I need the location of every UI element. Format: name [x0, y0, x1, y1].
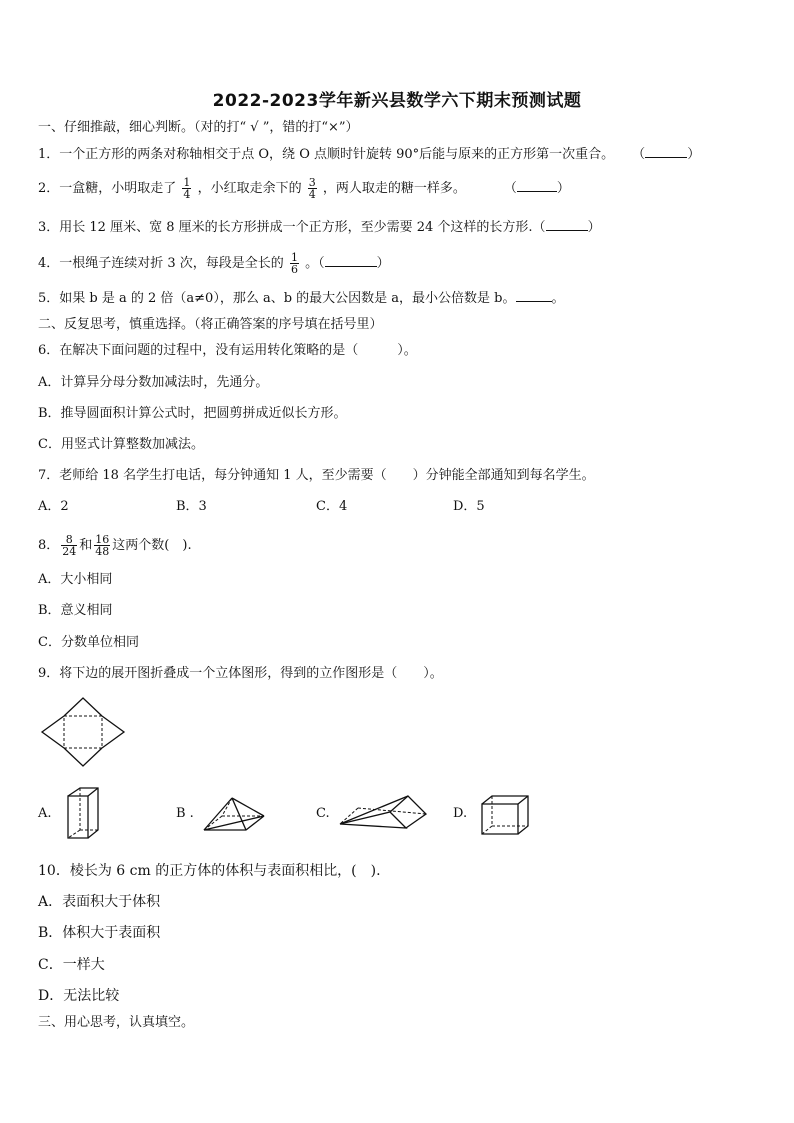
- q6-option-c[interactable]: C．用竖式计算整数加减法。: [38, 437, 204, 452]
- question-1-text: 1．一个正方形的两条对称轴相交于点 O，绕 O 点顺时针旋转 90°后能与原来的正方形第一次重合。: [38, 147, 615, 162]
- section-1-heading: 一、仔细推敲，细心判断。（对的打“ √ ”，错的打“×”）: [38, 120, 359, 135]
- fraction-16-48: $\frac{16}{48}$: [95, 533, 110, 558]
- section-2-heading: 二、反复思考，慎重选择。（将正确答案的序号填在括号里）: [38, 317, 383, 332]
- q7-option-b[interactable]: B．3: [176, 499, 207, 514]
- q9-option-d[interactable]: D.: [453, 806, 468, 821]
- q10-option-b[interactable]: B．体积大于表面积: [38, 925, 161, 941]
- fraction-one-sixth: $\frac{1}{6}$: [290, 251, 298, 276]
- question-1: 1．一个正方形的两条对称轴相交于点 O，绕 O 点顺时针旋转 90°后能与原来的正方形第一次重合。 （ ）: [38, 147, 701, 162]
- q10-option-c[interactable]: C．一样大: [38, 957, 105, 973]
- q7-option-d[interactable]: D．5: [453, 499, 485, 514]
- question-3: 3．用长 12 厘米、宽 8 厘米的长方形拼成一个正方形，至少需要 24 个这样的长方形.（ ）: [38, 220, 601, 235]
- answer-blank-2[interactable]: [517, 179, 557, 192]
- question-10: 10．棱长为 6 cm 的正方体的体积与表面积相比，( ).: [38, 863, 381, 879]
- q10-option-a[interactable]: A．表面积大于体积: [38, 894, 161, 910]
- q9-option-c[interactable]: C.: [316, 806, 330, 821]
- pyramid-net-figure: [40, 696, 126, 768]
- answer-blank-5[interactable]: [516, 289, 552, 302]
- q9-option-a[interactable]: A.: [38, 806, 52, 821]
- q7-option-a[interactable]: A．2: [38, 499, 69, 514]
- fraction-8-24: $\frac{8}{24}$: [62, 533, 77, 558]
- section-3-heading: 三、用心思考，认真填空。: [38, 1015, 195, 1030]
- question-2: 2．一盒糖，小明取走了 $\frac{1}{4}$ ，小红取走余下的 $\frac{3}{4}$ ，两人取走的糖一样多。 （ ）: [38, 176, 570, 201]
- q8-option-a[interactable]: A．大小相同: [38, 572, 113, 587]
- question-4: 4．一根绳子连续对折 3 次，每段是全长的 $\frac{1}{6}$ 。（ ）: [38, 251, 390, 276]
- answer-blank-4[interactable]: [325, 254, 377, 267]
- answer-blank-1[interactable]: [645, 145, 687, 158]
- question-9: 9．将下边的展开图折叠成一个立体图形，得到的立作图形是（ ）。: [38, 666, 443, 681]
- page-title: 2022-2023学年新兴县数学六下期末预测试题: [212, 91, 582, 111]
- q6-option-a[interactable]: A．计算异分母分数加减法时，先通分。: [38, 375, 269, 390]
- question-6: 6．在解决下面问题的过程中，没有运用转化策略的是（ ）。: [38, 343, 417, 358]
- question-7: 7．老师给 18 名学生打电话，每分钟通知 1 人，至少需要（ ）分钟能全部通知到每名学生。: [38, 468, 595, 483]
- q7-option-c[interactable]: C．4: [316, 499, 348, 514]
- fraction-one-quarter: $\frac{1}{4}$: [183, 176, 191, 201]
- triangular-prism-upright-figure: [64, 786, 102, 842]
- q6-option-b[interactable]: B．推导圆面积计算公式时，把圆剪拼成近似长方形。: [38, 406, 347, 421]
- square-pyramid-figure: [200, 796, 268, 834]
- q9-option-b[interactable]: B .: [176, 806, 194, 821]
- question-5: 5．如果 b 是 a 的 2 倍（a≠0），那么 a、b 的最大公因数是 a，最小公倍数是 b。 。: [38, 291, 565, 306]
- q8-option-b[interactable]: B．意义相同: [38, 603, 113, 618]
- question-8: 8． $\frac{8}{24}$ 和 $\frac{16}{48}$ 这两个数( ).: [38, 533, 192, 558]
- answer-blank-3[interactable]: [546, 218, 588, 231]
- cube-figure: [480, 794, 530, 836]
- q10-option-d[interactable]: D．无法比较: [38, 988, 120, 1004]
- q8-option-c[interactable]: C．分数单位相同: [38, 635, 139, 650]
- fraction-three-quarters: $\frac{3}{4}$: [308, 176, 316, 201]
- triangular-prism-lying-figure: [338, 794, 430, 832]
